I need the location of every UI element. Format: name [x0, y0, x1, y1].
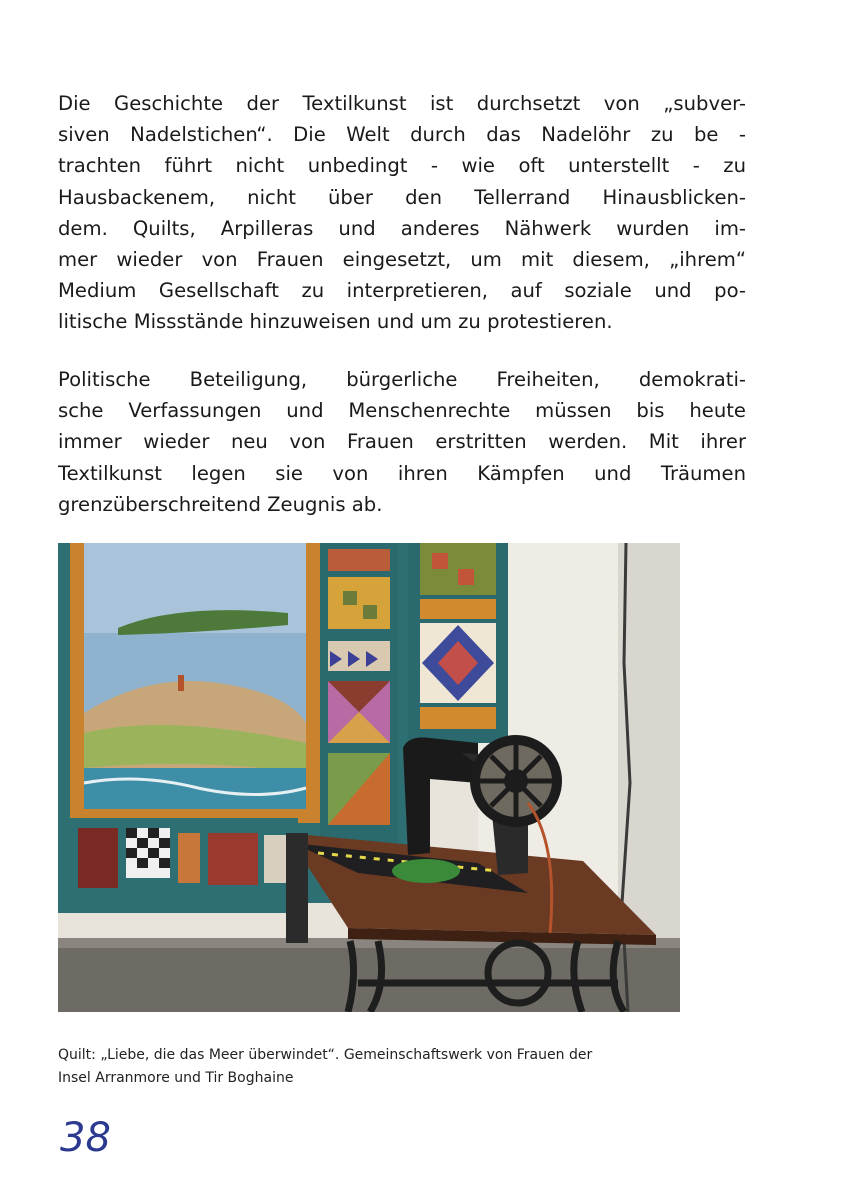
- caption-line: Insel Arranmore und Tir Boghaine: [58, 1070, 294, 1086]
- quilt-sewing-machine-photo: [58, 543, 680, 1012]
- text-line: Textilkunst legen sie von ihren Kämpfen und Träumen: [58, 461, 746, 485]
- text-line: Die Geschichte der Textilkunst ist durchsetzt von „subver-: [58, 92, 746, 115]
- text-line: litische Missstände hinzuweisen und um zu protestieren.: [58, 310, 613, 334]
- text-line: dem. Quilts, Arpilleras und anderes Nähwerk wurden im-: [58, 216, 746, 240]
- text-line: immer wieder neu von Frauen erstritten werden. Mit ihrer: [58, 430, 746, 454]
- paragraph-2: [58, 364, 746, 520]
- text-line: siven Nadelstichen“. Die Welt durch das Nadelöhr zu be -: [58, 123, 746, 147]
- text-line: Politische Beteiligung, bürgerliche Freiheiten, demokrati-: [58, 368, 746, 391]
- text-line: trachten führt nicht unbedingt - wie oft unterstellt - zu: [58, 154, 746, 178]
- page-number: 38: [60, 1115, 111, 1161]
- paragraph-1: [58, 88, 746, 338]
- text-line: sche Verfassungen und Menschenrechte müssen bis heute: [58, 399, 746, 423]
- photo-caption: [58, 1044, 758, 1090]
- caption-line: Quilt: „Liebe, die das Meer überwindet“. Gemeinschaftswerk von Frauen der: [58, 1047, 593, 1063]
- text-line: mer wieder von Frauen eingesetzt, um mit diesem, „ihrem“: [58, 248, 746, 272]
- text-line: Medium Gesellschaft zu interpretieren, auf soziale und po-: [58, 279, 746, 303]
- text-line: grenzüberschreitend Zeugnis ab.: [58, 492, 383, 516]
- text-line: Hausbackenem, nicht über den Tellerrand Hinausblicken-: [58, 185, 746, 209]
